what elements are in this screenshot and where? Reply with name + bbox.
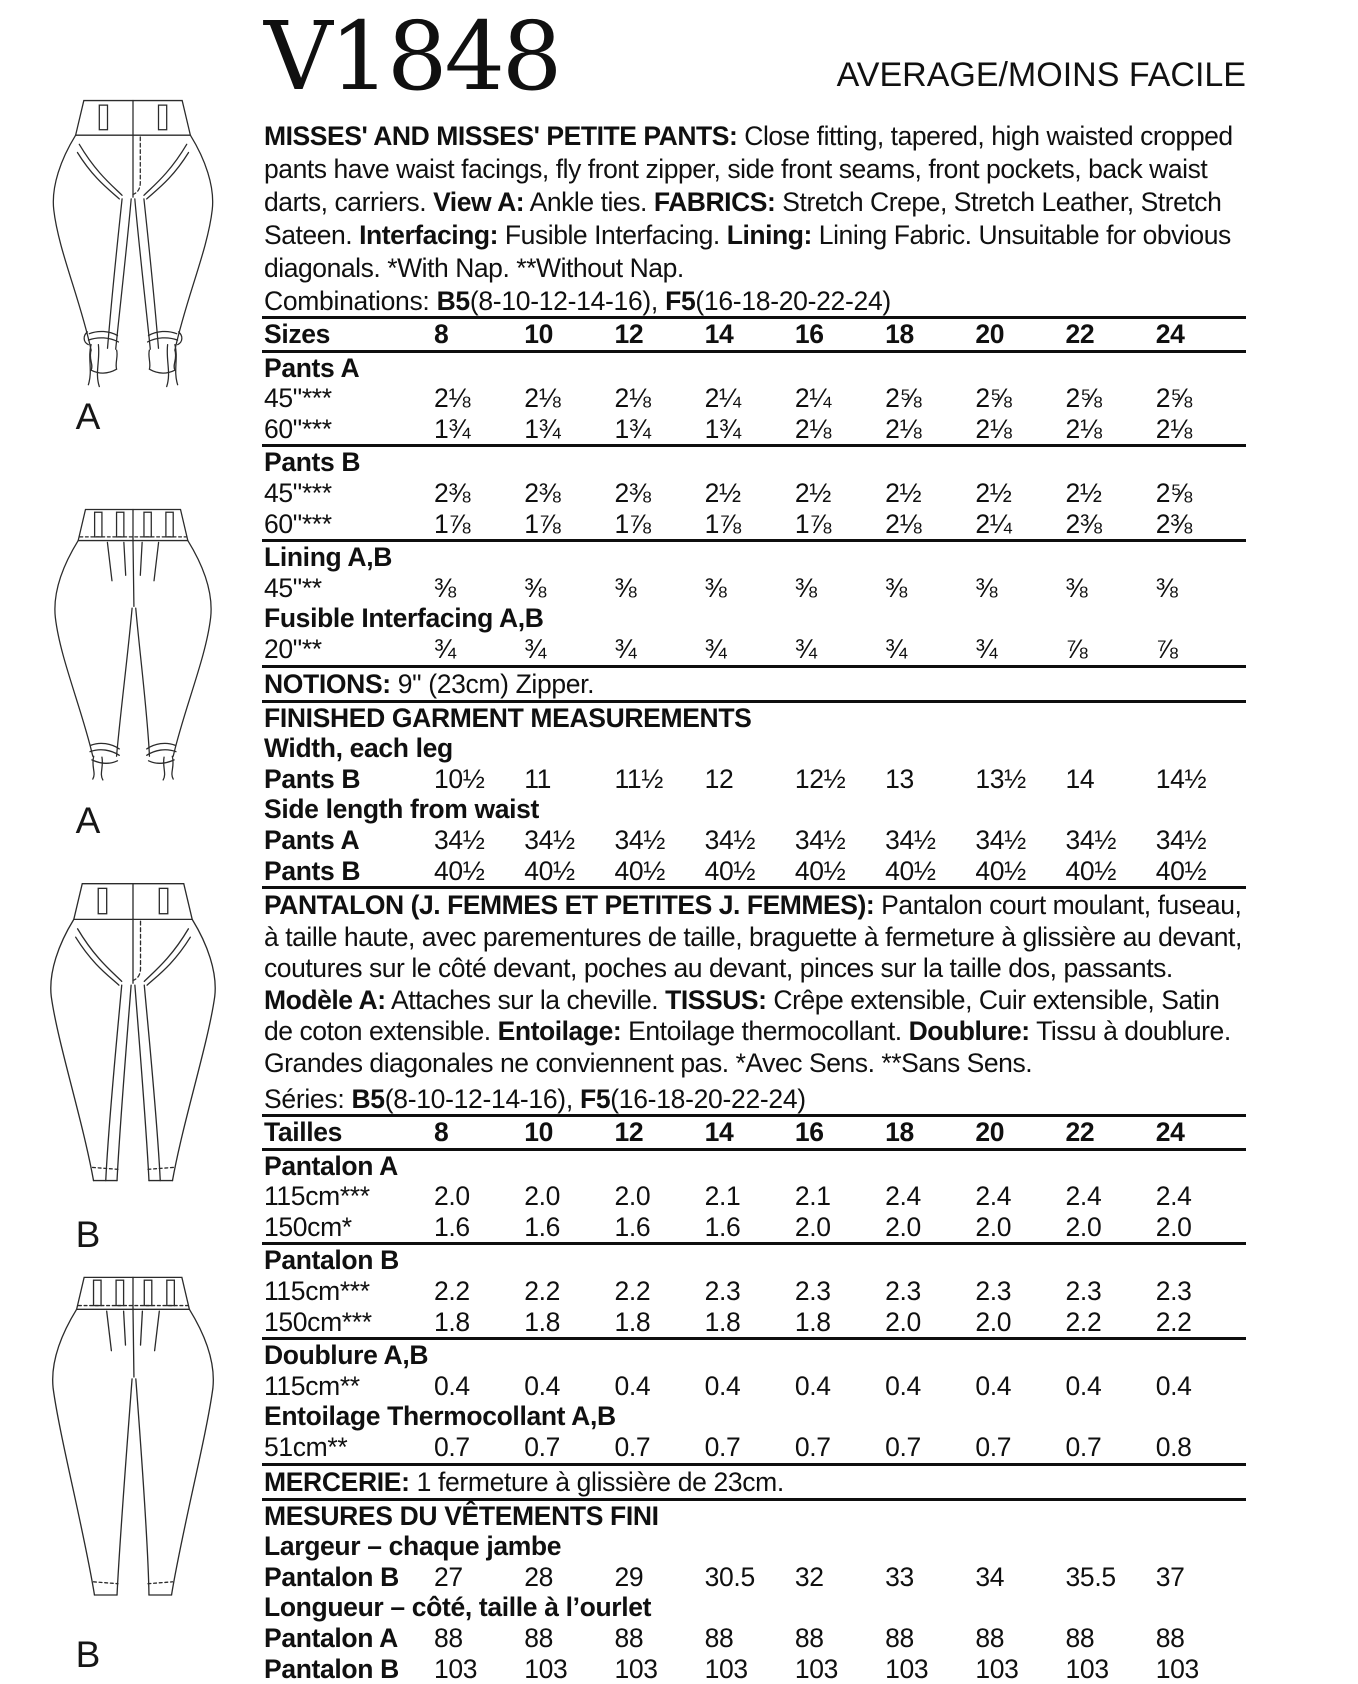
value-cell: ⅜ xyxy=(524,573,614,604)
value-cell: 2⅛ xyxy=(975,414,1065,445)
value-cell: 2⅛ xyxy=(1156,414,1246,445)
value-cell: 27 xyxy=(434,1562,524,1593)
table-data-row xyxy=(262,1432,1246,1463)
value-cell: 2.0 xyxy=(885,1212,975,1243)
value-cell: ⅜ xyxy=(795,573,885,604)
value-cell: 0.4 xyxy=(885,1371,975,1402)
value-cell: 88 xyxy=(885,1623,975,1654)
value-cell: ¾ xyxy=(524,634,614,665)
figure-pants-a-front xyxy=(10,86,256,396)
value-cell: 14½ xyxy=(1156,764,1246,795)
value-cell: 1.6 xyxy=(434,1212,524,1243)
value-cell: 2¼ xyxy=(975,509,1065,540)
value-cell: 2.4 xyxy=(885,1181,975,1212)
value-cell: 1¾ xyxy=(524,414,614,445)
row-label: Sizes xyxy=(262,319,434,350)
table-data-row xyxy=(262,383,1246,414)
value-cell: 103 xyxy=(524,1654,614,1684)
value-cell: 22 xyxy=(1066,319,1156,350)
value-cell: 2.3 xyxy=(1156,1276,1246,1307)
row-label: Pants B xyxy=(262,856,434,887)
figure-label-a-front: A xyxy=(58,396,118,438)
row-label: 150cm*** xyxy=(262,1307,434,1338)
table-data-row xyxy=(262,1654,1246,1684)
value-cell: ¾ xyxy=(975,634,1065,665)
yardage-table-french xyxy=(262,1114,1246,1684)
value-cell: 1.8 xyxy=(795,1307,885,1338)
table-data-row xyxy=(262,634,1246,665)
section-label: Pants A xyxy=(262,353,1246,384)
value-cell: 0.7 xyxy=(795,1432,885,1463)
figure-pants-b-front xyxy=(10,862,256,1212)
value-cell: 0.7 xyxy=(524,1432,614,1463)
value-cell: 32 xyxy=(795,1562,885,1593)
value-cell: ⅜ xyxy=(975,573,1065,604)
value-cell: 2⅛ xyxy=(524,383,614,414)
row-label: 115cm*** xyxy=(262,1181,434,1212)
value-cell: 2.0 xyxy=(795,1212,885,1243)
value-cell: 88 xyxy=(795,1623,885,1654)
value-cell: 34½ xyxy=(795,825,885,856)
pants-a-back-illustration xyxy=(27,496,239,788)
value-cell: 2⅜ xyxy=(524,478,614,509)
value-cell: 18 xyxy=(885,1117,975,1148)
value-cell: 2.4 xyxy=(975,1181,1065,1212)
value-cell: 18 xyxy=(885,319,975,350)
value-cell: 40½ xyxy=(795,856,885,887)
value-cell: 103 xyxy=(975,1654,1065,1684)
value-cell: 35.5 xyxy=(1066,1562,1156,1593)
figure-label-b-front: B xyxy=(58,1214,118,1256)
value-cell: 0.7 xyxy=(614,1432,704,1463)
figure-label-b-back: B xyxy=(58,1634,118,1676)
row-label: 51cm** xyxy=(262,1432,434,1463)
value-cell: 0.4 xyxy=(1156,1371,1246,1402)
value-cell: 2.3 xyxy=(975,1276,1065,1307)
value-cell: 103 xyxy=(1156,1654,1246,1684)
value-cell: 88 xyxy=(1156,1623,1246,1654)
value-cell: 2⅛ xyxy=(434,383,524,414)
value-cell: 34½ xyxy=(524,825,614,856)
value-cell: ⅞ xyxy=(1066,634,1156,665)
value-cell: 2.0 xyxy=(614,1181,704,1212)
value-cell: 10½ xyxy=(434,764,524,795)
row-label: 150cm* xyxy=(262,1212,434,1243)
value-cell: 13½ xyxy=(975,764,1065,795)
value-cell: 34½ xyxy=(434,825,524,856)
figure-pants-a-back xyxy=(10,496,256,796)
pants-b-front-illustration xyxy=(24,862,242,1206)
value-cell: ⅜ xyxy=(434,573,524,604)
value-cell: 2⅜ xyxy=(1156,509,1246,540)
description-french: PANTALON (J. FEMMES ET PETITES J. FEMMES): Pantalon court moulant, fuseau, à taille haute, avec parementures de taille, braguette à fermeture à glissière au devant, coutures sur le côté devant, poches au devant, pinces sur la taille dos, passants. Modèle A: Attaches sur la cheville. TISSUS: Crêpe extensible, Cuir extensible, Satin de coton extensible. Entoilage: Entoilage thermocollant. Doublure: Tissu à doublure. Grandes diagonales ne conviennent pas. *Avec Sens. **Sans Sens. xyxy=(264,890,1244,1079)
value-cell: 2⅝ xyxy=(885,383,975,414)
row-label: 115cm** xyxy=(262,1371,434,1402)
value-cell: 0.7 xyxy=(975,1432,1065,1463)
value-cell: 0.4 xyxy=(1066,1371,1156,1402)
value-cell: 2⅜ xyxy=(614,478,704,509)
pattern-number: V1848 xyxy=(264,8,559,108)
row-label: 20"** xyxy=(262,634,434,665)
value-cell: 1⅞ xyxy=(614,509,704,540)
value-cell: ¾ xyxy=(614,634,704,665)
value-cell: ¾ xyxy=(434,634,524,665)
value-cell: 88 xyxy=(434,1623,524,1654)
table-rule xyxy=(262,886,1246,889)
table-data-row xyxy=(262,478,1246,509)
value-cell: 20 xyxy=(975,1117,1065,1148)
section-label: Fusible Interfacing A,B xyxy=(262,603,1246,634)
value-cell: 2.2 xyxy=(1156,1307,1246,1338)
value-cell: 2.1 xyxy=(705,1181,795,1212)
value-cell: 14 xyxy=(1066,764,1156,795)
value-cell: 8 xyxy=(434,319,524,350)
value-cell: 40½ xyxy=(885,856,975,887)
figure-pants-b-back xyxy=(10,1256,256,1628)
row-label: Pantalon B xyxy=(262,1654,434,1684)
value-cell: 1¾ xyxy=(614,414,704,445)
value-cell: 34½ xyxy=(975,825,1065,856)
table-data-row xyxy=(262,764,1246,795)
value-cell: 2.0 xyxy=(885,1307,975,1338)
value-cell: 0.7 xyxy=(885,1432,975,1463)
row-label: Pantalon A xyxy=(262,1623,434,1654)
table-header-row xyxy=(262,319,1246,350)
section-label: MESURES DU VÊTEMENTS FINI xyxy=(262,1501,1246,1532)
pants-a-front-illustration xyxy=(27,86,239,392)
table-data-row xyxy=(262,414,1246,445)
value-cell: 2.4 xyxy=(1156,1181,1246,1212)
table-data-row xyxy=(262,1276,1246,1307)
value-cell: 1.8 xyxy=(434,1307,524,1338)
value-cell: 0.4 xyxy=(705,1371,795,1402)
value-cell: 1⅞ xyxy=(434,509,524,540)
table-header-row xyxy=(262,1117,1246,1148)
combinations-line: Combinations: B5(8-10-12-14-16), F5(16-18-20-22-24) xyxy=(264,286,1244,317)
value-cell: 1⅞ xyxy=(524,509,614,540)
value-cell: 13 xyxy=(885,764,975,795)
value-cell: 37 xyxy=(1156,1562,1246,1593)
value-cell: 2⅝ xyxy=(1156,383,1246,414)
section-label: Pants B xyxy=(262,447,1246,478)
value-cell: 2⅝ xyxy=(1156,478,1246,509)
value-cell: 0.4 xyxy=(524,1371,614,1402)
section-label: Pantalon A xyxy=(262,1151,1246,1182)
table-data-row xyxy=(262,1307,1246,1338)
value-cell: 34½ xyxy=(614,825,704,856)
value-cell: 2.3 xyxy=(1066,1276,1156,1307)
note-row: MERCERIE: 1 fermeture à glissière de 23cm. xyxy=(262,1466,1246,1498)
value-cell: 2½ xyxy=(975,478,1065,509)
pants-b-back-illustration xyxy=(24,1256,242,1622)
value-cell: 103 xyxy=(614,1654,704,1684)
value-cell: 2¼ xyxy=(795,383,885,414)
value-cell: 103 xyxy=(705,1654,795,1684)
section-label: Entoilage Thermocollant A,B xyxy=(262,1401,1246,1432)
value-cell: 8 xyxy=(434,1117,524,1148)
note-row: NOTIONS: 9" (23cm) Zipper. xyxy=(262,668,1246,700)
value-cell: 2.2 xyxy=(434,1276,524,1307)
value-cell: 88 xyxy=(1066,1623,1156,1654)
value-cell: 88 xyxy=(705,1623,795,1654)
value-cell: 2⅝ xyxy=(1066,383,1156,414)
value-cell: ⅜ xyxy=(885,573,975,604)
value-cell: 103 xyxy=(1066,1654,1156,1684)
value-cell: 34 xyxy=(975,1562,1065,1593)
value-cell: 2⅝ xyxy=(975,383,1065,414)
table-data-row xyxy=(262,1181,1246,1212)
value-cell: 1.8 xyxy=(524,1307,614,1338)
value-cell: 1.6 xyxy=(705,1212,795,1243)
value-cell: 2.3 xyxy=(795,1276,885,1307)
value-cell: ⅜ xyxy=(1066,573,1156,604)
row-label: 115cm*** xyxy=(262,1276,434,1307)
value-cell: 34½ xyxy=(705,825,795,856)
value-cell: 2⅛ xyxy=(614,383,704,414)
value-cell: 2½ xyxy=(795,478,885,509)
value-cell: 2⅜ xyxy=(434,478,524,509)
value-cell: 24 xyxy=(1156,1117,1246,1148)
section-label: Lining A,B xyxy=(262,542,1246,573)
value-cell: 103 xyxy=(795,1654,885,1684)
value-cell: 24 xyxy=(1156,319,1246,350)
value-cell: ¾ xyxy=(705,634,795,665)
section-label: Doublure A,B xyxy=(262,1340,1246,1371)
value-cell: 2.4 xyxy=(1066,1181,1156,1212)
value-cell: 1.8 xyxy=(705,1307,795,1338)
value-cell: 2⅛ xyxy=(795,414,885,445)
description-english: MISSES' AND MISSES' PETITE PANTS: Close fitting, tapered, high waisted cropped pants have waist facings, fly front zipper, side front seams, front pockets, back waist darts, carriers. View A: Ankle ties. FABRICS: Stretch Crepe, Stretch Leather, Stretch Sateen. Interfacing: Fusible Interfacing. Lining: Lining Fabric. Unsuitable for obvious diagonals. *With Nap. **Without Nap. xyxy=(264,120,1244,285)
value-cell: 2.1 xyxy=(795,1181,885,1212)
main-content xyxy=(262,0,1246,1683)
value-cell: 29 xyxy=(614,1562,704,1593)
value-cell: ⅜ xyxy=(705,573,795,604)
value-cell: 2½ xyxy=(885,478,975,509)
value-cell: 16 xyxy=(795,1117,885,1148)
value-cell: 10 xyxy=(524,319,614,350)
table-data-row xyxy=(262,1212,1246,1243)
value-cell: 2.0 xyxy=(434,1181,524,1212)
value-cell: 2.0 xyxy=(975,1212,1065,1243)
section-label: FINISHED GARMENT MEASUREMENTS xyxy=(262,703,1246,734)
value-cell: 12½ xyxy=(795,764,885,795)
row-label: 45"*** xyxy=(262,383,434,414)
value-cell: 2⅛ xyxy=(885,414,975,445)
value-cell: 88 xyxy=(524,1623,614,1654)
value-cell: 40½ xyxy=(1156,856,1246,887)
section-label: Longueur – côté, taille à l’ourlet xyxy=(262,1592,1246,1623)
value-cell: 34½ xyxy=(1156,825,1246,856)
value-cell: ⅜ xyxy=(614,573,704,604)
row-label: Pants B xyxy=(262,764,434,795)
value-cell: 103 xyxy=(885,1654,975,1684)
value-cell: 88 xyxy=(975,1623,1065,1654)
value-cell: 0.7 xyxy=(434,1432,524,1463)
value-cell: 2.0 xyxy=(524,1181,614,1212)
value-cell: 16 xyxy=(795,319,885,350)
table-data-row xyxy=(262,825,1246,856)
value-cell: 11 xyxy=(524,764,614,795)
value-cell: 33 xyxy=(885,1562,975,1593)
value-cell: 0.4 xyxy=(975,1371,1065,1402)
table-data-row xyxy=(262,573,1246,604)
table-data-row xyxy=(262,1371,1246,1402)
value-cell: 2.3 xyxy=(705,1276,795,1307)
row-label: 60"*** xyxy=(262,509,434,540)
value-cell: ⅞ xyxy=(1156,634,1246,665)
value-cell: 28 xyxy=(524,1562,614,1593)
value-cell: 22 xyxy=(1066,1117,1156,1148)
value-cell: ¾ xyxy=(795,634,885,665)
value-cell: 34½ xyxy=(1066,825,1156,856)
value-cell: 12 xyxy=(614,1117,704,1148)
value-cell: 2½ xyxy=(705,478,795,509)
value-cell: 1.6 xyxy=(614,1212,704,1243)
value-cell: 2¼ xyxy=(705,383,795,414)
value-cell: 11½ xyxy=(614,764,704,795)
value-cell: 0.4 xyxy=(795,1371,885,1402)
value-cell: 103 xyxy=(434,1654,524,1684)
value-cell: 10 xyxy=(524,1117,614,1148)
value-cell: 0.8 xyxy=(1156,1432,1246,1463)
value-cell: 12 xyxy=(705,764,795,795)
value-cell: 30.5 xyxy=(705,1562,795,1593)
section-label: Side length from waist xyxy=(262,794,1246,825)
value-cell: 1¾ xyxy=(434,414,524,445)
value-cell: 2.2 xyxy=(1066,1307,1156,1338)
value-cell: ¾ xyxy=(885,634,975,665)
value-cell: 2.0 xyxy=(1066,1212,1156,1243)
row-label: 45"** xyxy=(262,573,434,604)
value-cell: 20 xyxy=(975,319,1065,350)
value-cell: 1¾ xyxy=(705,414,795,445)
value-cell: 14 xyxy=(705,1117,795,1148)
table-data-row xyxy=(262,856,1246,887)
row-label: 60"*** xyxy=(262,414,434,445)
value-cell: 1.6 xyxy=(524,1212,614,1243)
value-cell: 14 xyxy=(705,319,795,350)
value-cell: 2.2 xyxy=(524,1276,614,1307)
table-data-row xyxy=(262,509,1246,540)
value-cell: 1⅞ xyxy=(795,509,885,540)
value-cell: 1.8 xyxy=(614,1307,704,1338)
value-cell: 2½ xyxy=(1066,478,1156,509)
table-data-row xyxy=(262,1562,1246,1593)
value-cell: 2.3 xyxy=(885,1276,975,1307)
section-label: Largeur – chaque jambe xyxy=(262,1531,1246,1562)
value-cell: 40½ xyxy=(524,856,614,887)
value-cell: 40½ xyxy=(705,856,795,887)
section-label: Width, each leg xyxy=(262,733,1246,764)
value-cell: 0.4 xyxy=(614,1371,704,1402)
row-label: 45"*** xyxy=(262,478,434,509)
row-label: Pants A xyxy=(262,825,434,856)
value-cell: 40½ xyxy=(434,856,524,887)
table-data-row xyxy=(262,1623,1246,1654)
value-cell: 2.2 xyxy=(614,1276,704,1307)
value-cell: 12 xyxy=(614,319,704,350)
value-cell: 2.0 xyxy=(1156,1212,1246,1243)
value-cell: 0.7 xyxy=(705,1432,795,1463)
row-label: Pantalon B xyxy=(262,1562,434,1593)
value-cell: 34½ xyxy=(885,825,975,856)
value-cell: 2⅛ xyxy=(885,509,975,540)
value-cell: 40½ xyxy=(614,856,704,887)
yardage-table-english xyxy=(262,316,1246,889)
value-cell: 40½ xyxy=(975,856,1065,887)
row-label: Tailles xyxy=(262,1117,434,1148)
figure-label-a-back: A xyxy=(58,800,118,842)
value-cell: 1⅞ xyxy=(705,509,795,540)
value-cell: 88 xyxy=(614,1623,704,1654)
value-cell: 40½ xyxy=(1066,856,1156,887)
value-cell: 2.0 xyxy=(975,1307,1065,1338)
section-label: Pantalon B xyxy=(262,1245,1246,1276)
value-cell: 0.4 xyxy=(434,1371,524,1402)
value-cell: 0.7 xyxy=(1066,1432,1156,1463)
series-line: Séries: B5(8-10-12-14-16), F5(16-18-20-22-24) xyxy=(264,1084,1244,1115)
difficulty-level: AVERAGE/MOINS FACILE xyxy=(837,56,1246,95)
value-cell: 2⅜ xyxy=(1066,509,1156,540)
value-cell: ⅜ xyxy=(1156,573,1246,604)
value-cell: 2⅛ xyxy=(1066,414,1156,445)
